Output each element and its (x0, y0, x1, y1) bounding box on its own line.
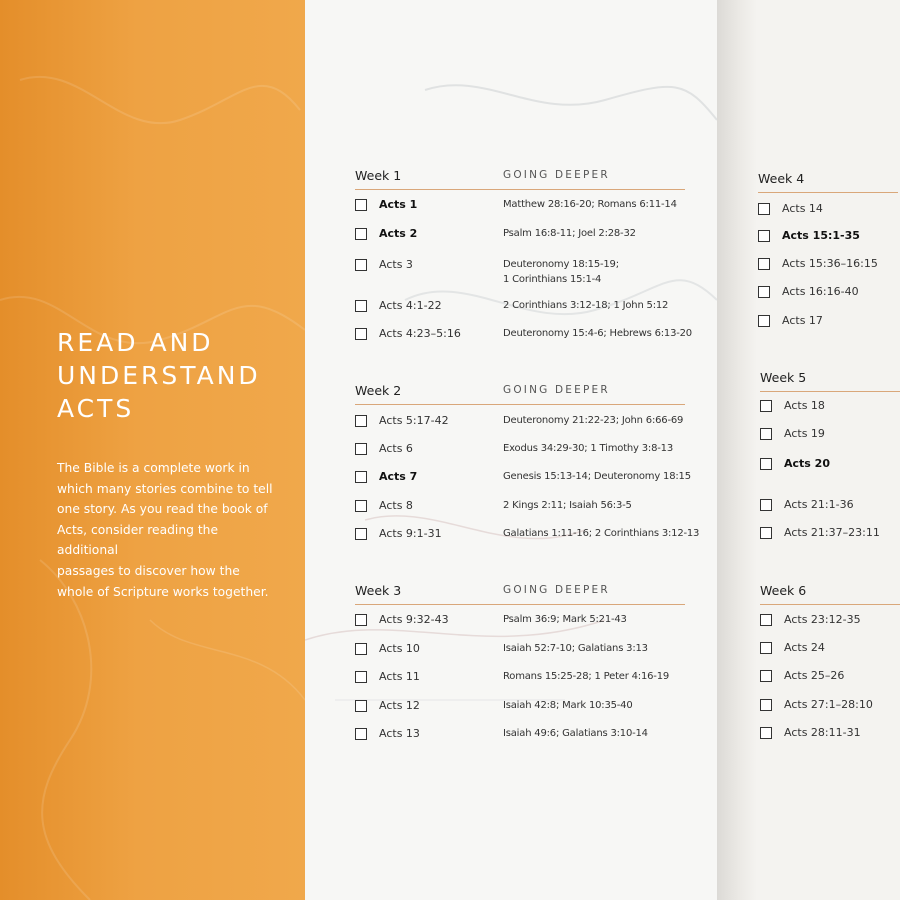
checkbox[interactable] (355, 643, 367, 655)
going-deeper-heading: GOING DEEPER (503, 584, 610, 596)
reading-label: Acts 2 (379, 227, 418, 240)
passage-line: Romans 15:25-28; 1 Peter 4:16-19 (503, 671, 670, 682)
checkbox[interactable] (760, 527, 772, 539)
reading-row[interactable] (355, 258, 495, 276)
reading-label: Acts 18 (784, 399, 825, 412)
checkbox[interactable] (355, 528, 367, 540)
reading-row[interactable] (355, 470, 495, 488)
passage-line: Genesis 15:13-14; Deuteronomy 18:15 (503, 471, 691, 482)
reading-label: Acts 28:11-31 (784, 726, 861, 739)
reading-row[interactable] (760, 669, 900, 687)
week-divider (355, 404, 685, 405)
reading-row[interactable] (355, 442, 495, 460)
reading-label: Acts 7 (379, 470, 418, 483)
reading-row[interactable] (758, 229, 898, 247)
reading-row[interactable] (355, 527, 495, 545)
reading-row[interactable] (760, 613, 900, 631)
going-deeper-passages (503, 327, 692, 342)
reading-row[interactable] (760, 726, 900, 744)
reading-row[interactable] (760, 698, 900, 716)
week-divider (355, 604, 685, 605)
going-deeper-passages (503, 198, 677, 213)
background-map-illustration (0, 0, 305, 900)
checkbox[interactable] (760, 400, 772, 412)
passage-line: Matthew 28:16-20; Romans 6:11-14 (503, 199, 677, 210)
reading-row[interactable] (355, 642, 495, 660)
reading-label: Acts 1 (379, 198, 418, 211)
reading-row[interactable] (760, 427, 900, 445)
reading-label: Acts 12 (379, 699, 420, 712)
reading-label: Acts 15:36–16:15 (782, 257, 878, 270)
passage-line: Isaiah 49:6; Galatians 3:10-14 (503, 728, 648, 739)
checkbox[interactable] (760, 699, 772, 711)
reading-row[interactable] (758, 257, 898, 275)
passage-line: Exodus 34:29-30; 1 Timothy 3:8-13 (503, 443, 673, 454)
title-line: ACTS (57, 394, 135, 423)
reading-label: Acts 20 (784, 457, 830, 470)
going-deeper-heading: GOING DEEPER (503, 384, 610, 396)
reading-label: Acts 15:1-35 (782, 229, 860, 242)
reading-label: Acts 27:1–28:10 (784, 698, 873, 711)
checkbox[interactable] (355, 500, 367, 512)
reading-label: Acts 5:17-42 (379, 414, 449, 427)
checkbox[interactable] (760, 428, 772, 440)
checkbox[interactable] (355, 443, 367, 455)
passage-line: Psalm 36:9; Mark 5:21-43 (503, 614, 627, 625)
going-deeper-passages (503, 613, 627, 628)
title-line: UNDERSTAND (57, 361, 261, 390)
reading-row[interactable] (355, 198, 495, 216)
week-divider (760, 604, 900, 605)
passage-line: Isaiah 52:7-10; Galatians 3:13 (503, 643, 648, 654)
reading-label: Acts 23:12-35 (784, 613, 861, 626)
checkbox[interactable] (758, 258, 770, 270)
intro-line: one story. As you read the book of (57, 502, 268, 517)
reading-row[interactable] (355, 699, 495, 717)
reading-label: Acts 9:32-43 (379, 613, 449, 626)
reading-row[interactable] (355, 613, 495, 631)
checkbox[interactable] (760, 458, 772, 470)
checkbox[interactable] (758, 203, 770, 215)
going-deeper-passages (503, 442, 673, 457)
reading-label: Acts 19 (784, 427, 825, 440)
going-deeper-passages (503, 227, 636, 242)
reading-label: Acts 3 (379, 258, 413, 271)
reading-label: Acts 9:1-31 (379, 527, 442, 540)
reading-row[interactable] (760, 526, 900, 544)
checkbox[interactable] (760, 727, 772, 739)
checkbox[interactable] (758, 315, 770, 327)
checkbox[interactable] (355, 300, 367, 312)
reading-label: Acts 13 (379, 727, 420, 740)
title-line: READ AND (57, 328, 214, 357)
going-deeper-passages (503, 727, 648, 742)
reading-label: Acts 6 (379, 442, 413, 455)
intro-line: which many stories combine to tell (57, 481, 273, 496)
reading-row[interactable] (355, 670, 495, 688)
checkbox[interactable] (355, 199, 367, 211)
week-divider (758, 192, 898, 193)
checkbox[interactable] (355, 415, 367, 427)
passage-line: Psalm 16:8-11; Joel 2:28-32 (503, 228, 636, 239)
passage-line: Isaiah 42:8; Mark 10:35-40 (503, 700, 633, 711)
going-deeper-passages (503, 414, 683, 429)
checkbox[interactable] (758, 286, 770, 298)
checkbox[interactable] (760, 670, 772, 682)
intro-line: The Bible is a complete work in (57, 461, 250, 475)
passage-line: Deuteronomy 21:22-23; John 6:66-69 (503, 415, 684, 426)
reading-row[interactable] (355, 499, 495, 517)
intro-line: Acts, consider reading the additional (57, 522, 219, 558)
checkbox[interactable] (760, 499, 772, 511)
reading-label: Acts 14 (782, 202, 823, 215)
intro-line: whole of Scripture works together. (57, 584, 269, 599)
checkbox[interactable] (758, 230, 770, 242)
checkbox[interactable] (355, 671, 367, 683)
reading-label: Acts 17 (782, 314, 823, 327)
checkbox[interactable] (355, 228, 367, 240)
intro-panel (0, 0, 305, 900)
reading-row[interactable] (355, 727, 495, 745)
reading-row[interactable] (760, 641, 900, 659)
passage-line: Galatians 1:11-16; 2 Corinthians 3:12-13 (503, 528, 700, 539)
checkbox[interactable] (355, 471, 367, 483)
week-divider (760, 391, 900, 392)
reading-row[interactable] (760, 498, 900, 516)
page-title (57, 326, 261, 425)
reading-row[interactable] (355, 327, 495, 345)
week-title: Week 2 (355, 383, 402, 398)
passage-line: 1 Corinthians 15:1-4 (503, 273, 602, 285)
going-deeper-heading: GOING DEEPER (503, 169, 610, 181)
reading-label: Acts 4:23–5:16 (379, 327, 461, 340)
going-deeper-passages (503, 258, 619, 287)
checkbox[interactable] (760, 614, 772, 626)
reading-label: Acts 11 (379, 670, 420, 683)
reading-row[interactable] (758, 285, 898, 303)
checkbox[interactable] (355, 328, 367, 340)
reading-label: Acts 8 (379, 499, 413, 512)
week-title: Week 1 (355, 168, 402, 183)
going-deeper-passages (503, 470, 691, 485)
passage-line: 2 Corinthians 3:12-18; 1 John 5:12 (503, 300, 669, 311)
going-deeper-passages (503, 499, 632, 514)
checkbox[interactable] (355, 700, 367, 712)
passage-line: Deuteronomy 15:4-6; Hebrews 6:13-20 (503, 328, 692, 339)
reading-row[interactable] (355, 414, 495, 432)
going-deeper-passages (503, 527, 699, 542)
checkbox[interactable] (760, 642, 772, 654)
passage-line: 2 Kings 2:11; Isaiah 56:3-5 (503, 500, 632, 511)
going-deeper-passages (503, 699, 633, 714)
checkbox[interactable] (355, 259, 367, 271)
reading-label: Acts 4:1-22 (379, 299, 442, 312)
reading-row[interactable] (758, 202, 898, 220)
reading-row[interactable] (760, 399, 900, 417)
reading-label: Acts 21:37–23:11 (784, 526, 880, 539)
reading-label: Acts 25–26 (784, 669, 845, 682)
reading-label: Acts 24 (784, 641, 825, 654)
intro-line: passages to discover how the (57, 563, 240, 578)
reading-row[interactable] (355, 299, 495, 317)
checkbox[interactable] (355, 728, 367, 740)
facing-page (717, 0, 900, 900)
reading-label: Acts 10 (379, 642, 420, 655)
reading-label: Acts 21:1-36 (784, 498, 854, 511)
going-deeper-passages (503, 642, 648, 657)
checkbox[interactable] (355, 614, 367, 626)
week-title: Week 6 (760, 583, 807, 598)
reading-row[interactable] (758, 314, 898, 332)
going-deeper-passages (503, 670, 669, 685)
reading-row[interactable] (760, 457, 900, 475)
intro-paragraph (57, 458, 277, 602)
reading-row[interactable] (355, 227, 495, 245)
week-divider (355, 189, 685, 190)
reading-label: Acts 16:16-40 (782, 285, 859, 298)
passage-line: Deuteronomy 18:15-19; (503, 259, 619, 270)
going-deeper-passages (503, 299, 668, 314)
week-title: Week 5 (760, 370, 807, 385)
week-title: Week 4 (758, 171, 805, 186)
week-title: Week 3 (355, 583, 402, 598)
